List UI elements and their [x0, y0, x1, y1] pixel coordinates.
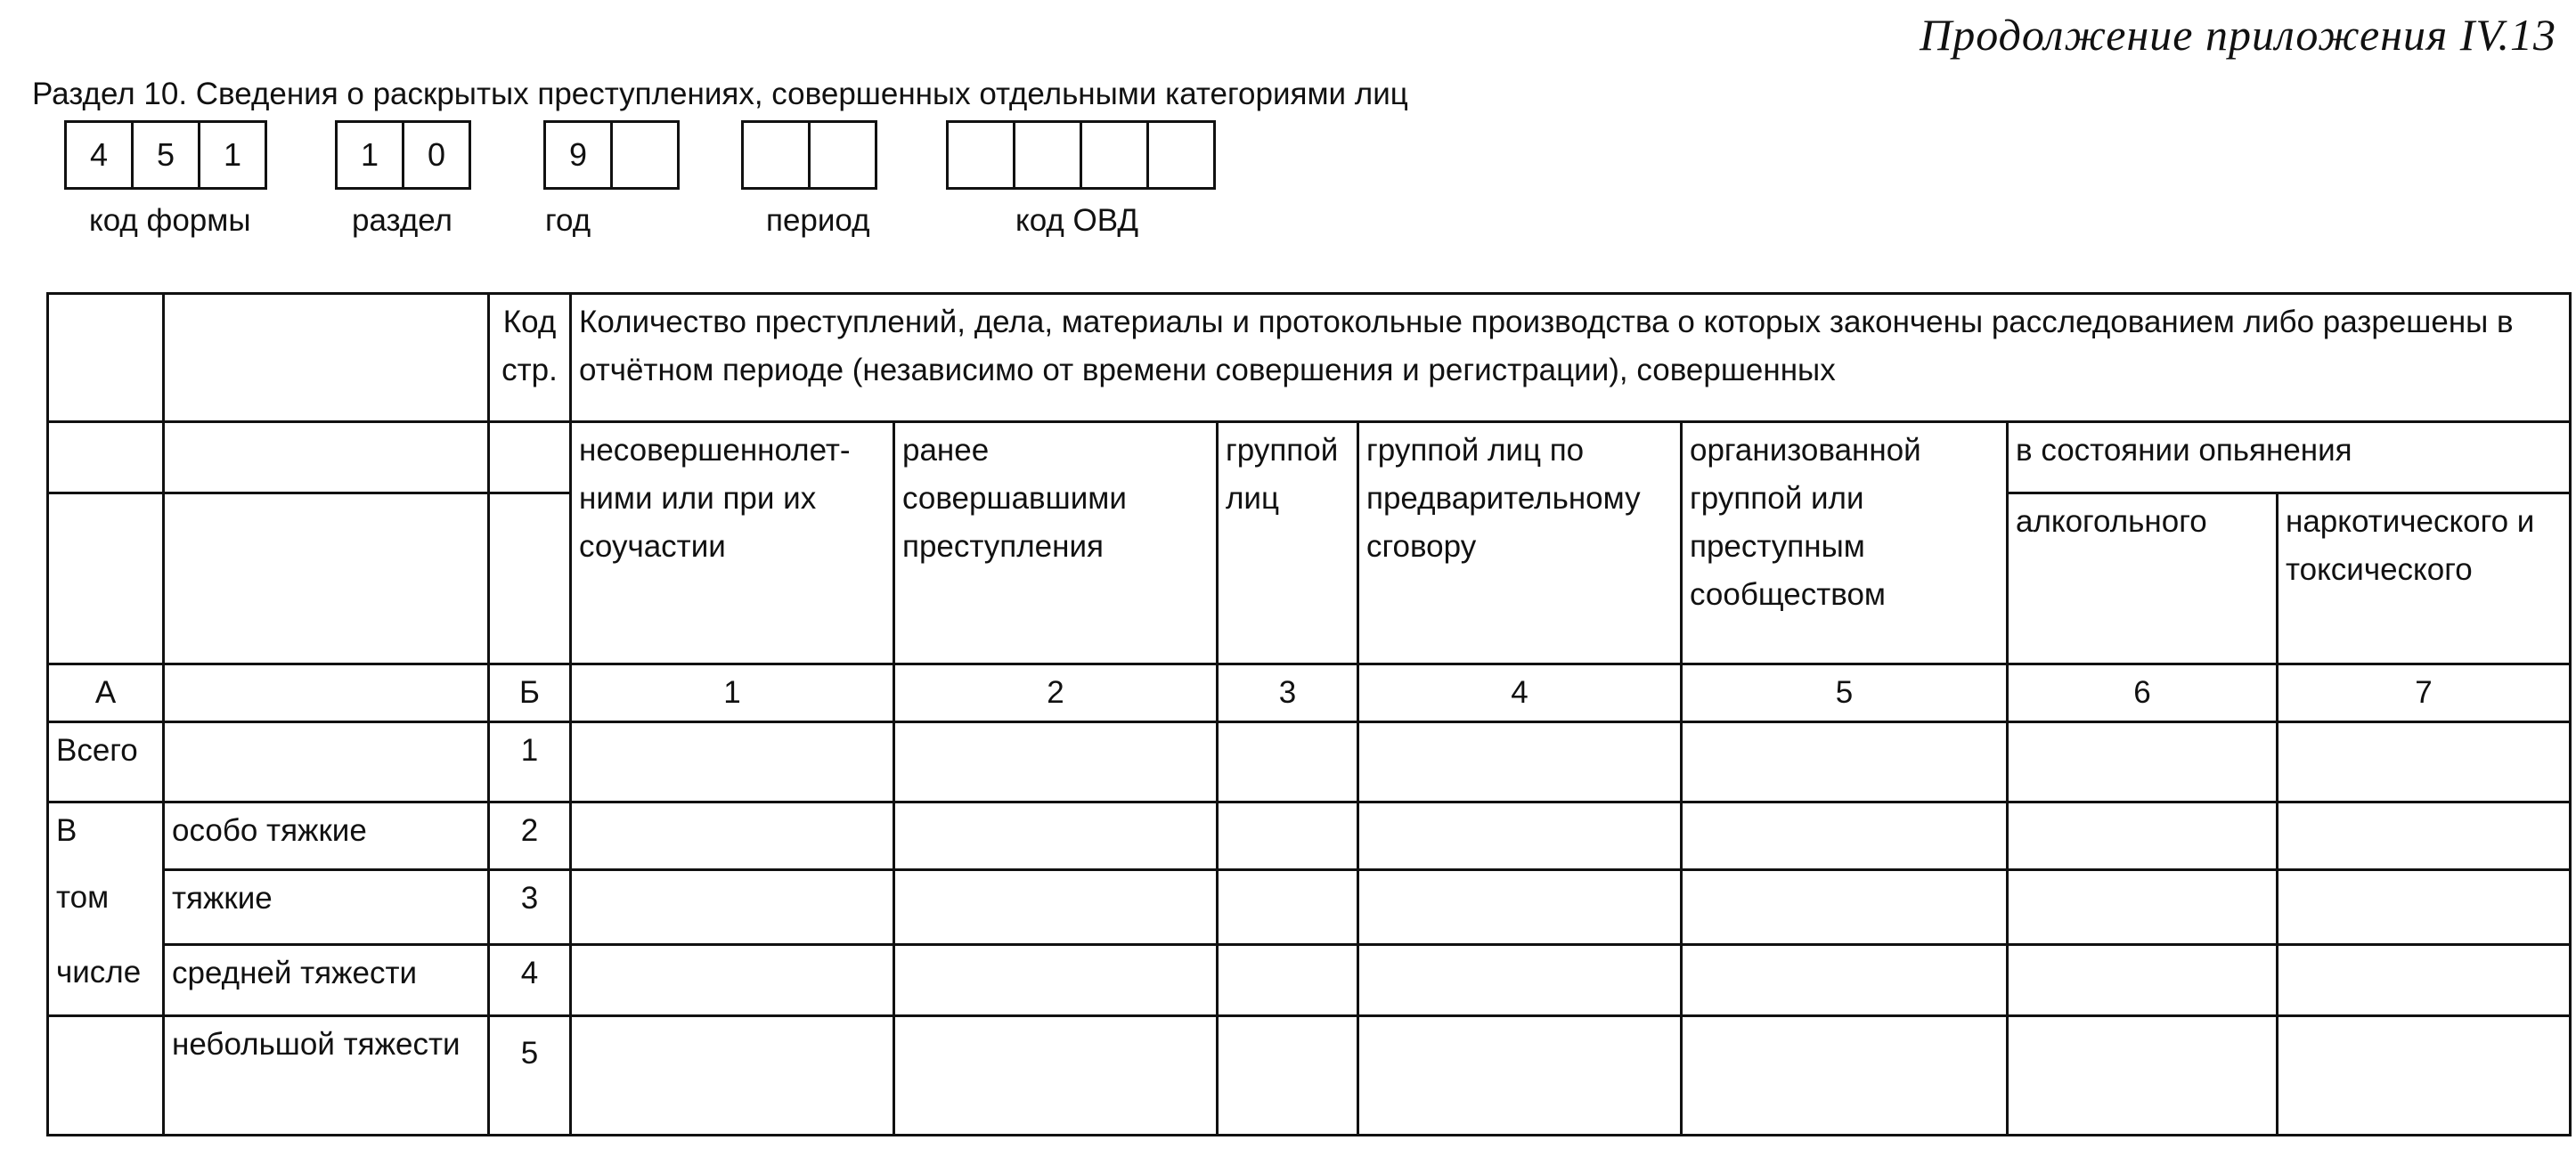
period-code-digit[interactable]: [808, 120, 877, 190]
data-cell[interactable]: [1682, 945, 2008, 1016]
section-title: Раздел 10. Сведения о раскрытых преступлениях, совершенных отдельными категориями лиц: [32, 77, 1408, 111]
data-cell[interactable]: [2008, 945, 2278, 1016]
data-cell[interactable]: [1358, 945, 1682, 1016]
ovd-code-digit[interactable]: [1146, 120, 1216, 190]
ovd-code-digit[interactable]: [1013, 120, 1082, 190]
year-code-label: год: [545, 203, 591, 238]
table-row: [48, 722, 2571, 802]
header-blank: [489, 422, 571, 493]
row-label: тяжкие: [164, 870, 489, 945]
row-label: средней тяжести: [164, 945, 489, 1016]
data-cell[interactable]: [2278, 802, 2571, 870]
ovd-code-label: код ОВД: [1015, 203, 1139, 238]
row-code: 5: [489, 1016, 571, 1136]
row-group-label: В: [48, 802, 164, 870]
data-cell[interactable]: [1682, 802, 2008, 870]
section-code-label: раздел: [352, 203, 452, 238]
table-row: [48, 802, 2571, 870]
data-cell[interactable]: [571, 945, 894, 1016]
header-blank: [164, 294, 489, 422]
table-row: [48, 945, 2571, 1016]
data-cell[interactable]: [894, 870, 1218, 945]
row-label: особо тяжкие: [164, 802, 489, 870]
report-table: [46, 292, 2572, 1136]
continuation-title: Продолжение приложения IV.13: [1920, 10, 2556, 60]
data-cell[interactable]: [571, 802, 894, 870]
year-code-digit[interactable]: 9: [543, 120, 613, 190]
header-blank: [48, 422, 164, 493]
data-cell[interactable]: [894, 945, 1218, 1016]
data-cell[interactable]: [894, 722, 1218, 802]
row-code: 3: [489, 870, 571, 945]
row-blank: [48, 1016, 164, 1136]
index-cell: 1: [571, 664, 894, 722]
period-code-boxes: [741, 120, 877, 190]
header-row-main: [48, 294, 2571, 422]
header-blank: [489, 493, 571, 664]
data-cell[interactable]: [1358, 870, 1682, 945]
header-blank: [48, 294, 164, 422]
index-cell: [164, 664, 489, 722]
ovd-code-boxes: [946, 120, 1216, 190]
data-cell[interactable]: [2008, 802, 2278, 870]
period-code-digit[interactable]: [741, 120, 811, 190]
row-label: небольшой тяжести: [164, 1016, 489, 1136]
index-cell: 2: [894, 664, 1218, 722]
form-code-digit[interactable]: 4: [64, 120, 134, 190]
header-blank: [164, 493, 489, 664]
row-group-label: числе: [48, 945, 164, 1016]
section-code-boxes: [335, 120, 471, 190]
header-row-sub: [48, 422, 2571, 493]
row-label-total: Всего: [48, 722, 164, 802]
data-cell[interactable]: [2278, 1016, 2571, 1136]
row-code: 1: [489, 722, 571, 802]
col-header-4: группой лиц по предварительному сговору: [1358, 422, 1682, 664]
section-code-digit[interactable]: 0: [402, 120, 471, 190]
year-code-digit[interactable]: [610, 120, 680, 190]
data-cell[interactable]: [2008, 722, 2278, 802]
data-cell[interactable]: [894, 802, 1218, 870]
row-code: 2: [489, 802, 571, 870]
data-cell[interactable]: [1682, 1016, 2008, 1136]
data-cell[interactable]: [2278, 945, 2571, 1016]
col-header-5: организованной группой или преступным сообществом: [1682, 422, 2008, 664]
data-cell[interactable]: [1682, 722, 2008, 802]
data-cell[interactable]: [571, 1016, 894, 1136]
data-cell[interactable]: [1358, 802, 1682, 870]
row-group-label: том: [48, 870, 164, 945]
header-blank: [164, 422, 489, 493]
data-cell[interactable]: [1218, 945, 1358, 1016]
ovd-code-digit[interactable]: [946, 120, 1015, 190]
form-code-boxes: [64, 120, 267, 190]
col-header-2: ранее совершавшими преступления: [894, 422, 1218, 664]
col-header-3: группой лиц: [1218, 422, 1358, 664]
index-row: [48, 664, 2571, 722]
index-cell: 4: [1358, 664, 1682, 722]
col-header-1: несовершеннолет-ними или при их соучастии: [571, 422, 894, 664]
form-code-digit[interactable]: 5: [131, 120, 200, 190]
index-cell: 3: [1218, 664, 1358, 722]
data-cell[interactable]: [1358, 1016, 1682, 1136]
main-header: Количество преступлений, дела, материалы и протокольные производства о которых закончены расследованием либо разрешены в отчётном периоде (независимо от времени совершения и регистрации), совершенных: [571, 294, 2571, 422]
data-cell[interactable]: [571, 870, 894, 945]
data-cell[interactable]: [1358, 722, 1682, 802]
table-row: [48, 1016, 2571, 1136]
data-cell[interactable]: [2278, 722, 2571, 802]
data-cell[interactable]: [2008, 1016, 2278, 1136]
col-header-intoxication: в состоянии опьянения: [2008, 422, 2571, 493]
data-cell[interactable]: [1218, 722, 1358, 802]
form-code-label: код формы: [89, 203, 251, 238]
code-header: Код стр.: [489, 294, 571, 422]
index-cell: Б: [489, 664, 571, 722]
data-cell[interactable]: [1218, 870, 1358, 945]
data-cell[interactable]: [571, 722, 894, 802]
index-cell: 5: [1682, 664, 2008, 722]
period-code-label: период: [766, 203, 870, 238]
table-row: [48, 870, 2571, 945]
index-cell: А: [48, 664, 164, 722]
year-code-boxes: [543, 120, 680, 190]
index-cell: 7: [2278, 664, 2571, 722]
data-cell[interactable]: [1218, 1016, 1358, 1136]
data-cell[interactable]: [2278, 870, 2571, 945]
col-header-7: наркотического и токсического: [2278, 493, 2571, 664]
header-blank: [48, 493, 164, 664]
row-code: 4: [489, 945, 571, 1016]
data-cell[interactable]: [1682, 870, 2008, 945]
section-code-digit[interactable]: 1: [335, 120, 404, 190]
col-header-6: алкогольного: [2008, 493, 2278, 664]
data-cell[interactable]: [894, 1016, 1218, 1136]
index-cell: 6: [2008, 664, 2278, 722]
data-cell[interactable]: [1218, 802, 1358, 870]
form-code-digit[interactable]: 1: [198, 120, 267, 190]
row-blank: [164, 722, 489, 802]
ovd-code-digit[interactable]: [1080, 120, 1149, 190]
data-cell[interactable]: [2008, 870, 2278, 945]
